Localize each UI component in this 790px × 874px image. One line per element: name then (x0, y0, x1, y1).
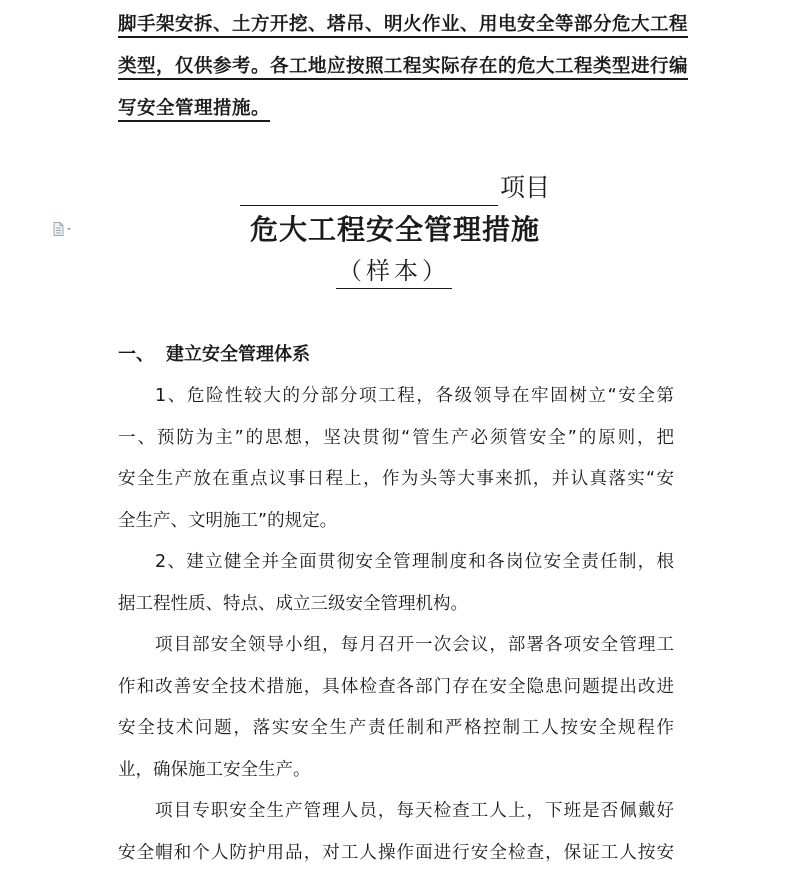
paragraph-2 (118, 542, 674, 625)
paragraph-line: 安全帽和个人防护用品，对工人操作面进行安全检查，保证工人按安 (118, 833, 674, 874)
paragraph-line: 据工程性质、特点、成立三级安全管理机构。 (118, 584, 674, 626)
paragraph-line: 业，确保施工安全生产。 (118, 750, 674, 792)
document-title: 危大工程安全管理措施 (0, 209, 790, 251)
project-title-line (0, 170, 790, 206)
note-line: 类型，仅供参考。各工地应按照工程实际存在的危大工程类型进行编 (118, 46, 678, 88)
paragraph-4 (118, 791, 674, 874)
sample-label: （样本） (336, 254, 452, 289)
intro-note (118, 4, 678, 130)
paragraph-3 (118, 625, 674, 791)
paragraph-line: 一、预防为主”的思想，坚决贯彻“管生产必须管安全”的原则，把 (118, 418, 674, 460)
paragraph-line: 2、建立健全并全面贯彻安全管理制度和各岗位安全责任制，根 (118, 542, 674, 584)
paragraph-line: 项目部安全领导小组，每月召开一次会议，部署各项安全管理工 (118, 625, 674, 667)
paragraph-line: 全生产、文明施工”的规定。 (118, 501, 674, 543)
section-number: 一、 (118, 338, 166, 372)
project-name-blank (240, 179, 498, 206)
paragraph-line: 项目专职安全生产管理人员，每天检查工人上，下班是否佩戴好 (118, 791, 674, 833)
paragraph-line: 1、危险性较大的分部分项工程，各级领导在牢固树立“安全第 (118, 376, 674, 418)
paragraph-line: 安全技术问题，落实安全生产责任制和严格控制工人按安全规程作 (118, 708, 674, 750)
paragraph-1 (118, 376, 674, 542)
project-suffix: 项目 (500, 173, 550, 202)
section-title: 建立安全管理体系 (166, 344, 310, 365)
note-line: 脚手架安拆、土方开挖、塔吊、明火作业、用电安全等部分危大工程 (118, 4, 678, 46)
section-heading (118, 338, 310, 372)
note-line: 写安全管理措施。 (118, 88, 276, 130)
paragraph-line: 安全生产放在重点议事日程上，作为头等大事来抓，并认真落实“安 (118, 459, 674, 501)
paragraph-line: 作和改善安全技术措施，具体检查各部门存在安全隐患问题提出改进 (118, 667, 674, 709)
